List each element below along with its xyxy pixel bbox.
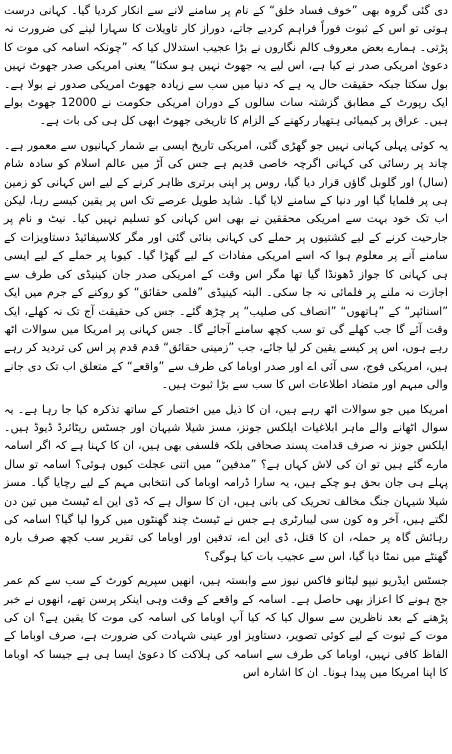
paragraph-3: امریکا میں جو سوالات اٹھ رہے ہیں، ان کا ذیل میں اختصار کے ساتھ تذکرہ کیا جا رہا ہے۔ یہ سوال اٹھانے والے ماہر ابلاغیات ایلکس جونز، مسز شیلا شیہان اور جسٹس ریٹائرڈ ڈیوڈ ہیں۔ ایلکس جونز نہ صرف قدامت پسند صحافی بلکہ فلسفی بھی ہیں، ان کا کہنا ہے کہ اگر اسامہ مارے گئے ہیں تو ان کی لاش کہاں ہے؟ ”مدفین“ میں اتنی عجلت کیوں ہوئی؟ اسامہ تو سال پہلے ہی جان بحق ہو چکے ہیں، یہ سارا ڈرامہ اوباما کی انتخابی مہم کے لیے رچایا گیا۔ مسز شیلا شیہان جنگ مخالف تحریک کی بانی ہیں، ان کا سوال ہے کہ ڈی این اے ٹیسٹ میں تین دن لگتے ہیں، آخر وہ کون سی لیبارٹری ہے جس نے ٹیسٹ چند گھنٹوں میں کروا لیا گیا؟ اسامہ کی رہائش گاہ پر حملہ، ان کا قتل، ڈی این اے، تدفین اور اوباما کی تقریر سب کچھ صرف بارہ گھنٹے میں نمٹا دیا گیا، اس سے عجیب بات کیا ہوگی؟: [4, 402, 448, 563]
paragraph-2: یہ کوئی پہلی کہانی نہیں جو گھڑی گئی، امریکی تاریخ ایسی بے شمار کہانیوں سے معمور ہے۔ چاند پر رسائی کی کہانی اگرچہ خاصی قدیم ہے جس کی آڑ میں عالم اسلام کو سادہ شام (سال) اور گلوبل گاؤں قرار دیا گیا، روس پر اپنی برتری ظاہر کرنے کے لیے اس کہانی کو زمین ہی پر فلمایا گیا اور دنیا کے سامنے لایا گیا۔ شاید طویل عرصے تک اس پر یقین کیسے رہا، لیکن اب تک خود بہت سے امریکی محققین نے بھی اس کہانی کو تسلیم نہیں کیا۔ نیٹ و نام پر جارحیت کرنے کے لیے کشتیوں پر حملے کی کہانی بنائی گئی اور مگر کلاسیفائیڈ دستاویزات کے سامنے آنے پر معلوم ہوا کہ اسے امریکی مفادات کے لیے گھڑا گیا۔ کیوبا پر حملے کے لیے ایسی ہی کہانی کا جواز ڈھونڈا گیا تھا مگر اس وقت کے امریکی صدر جان کینیڈی کی طرف سے اجازت نہ ملنے پر فلمائی نہ جا سکی۔ البتہ کینیڈی ”فلمی حقائق“ کو روکنے کے جرم میں ایک ”اسنائپر“ کے ”ہاتھوں“ ”انصاف کی صلیب“ پر چڑھ گئے۔ جس کی حقیقت آج تک نہ کھلے، ایک وقت آئے گا جب کھلے گی تو سب کچھ سامنے آجائے گا۔ جس کہانی پر امریکا میں سوالات اٹھ رہے ہوں، اس پر کیسے یقین کر لیا جائے، جب ”زمینی حقائق“ قدم قدم پر اس کی تردید کر رہے ہیں، امریکی فوج، سی آئی اے اور صدر اوباما کی طرف سے ”واقعے“ کے متعلق اب تک دی جانے والی مبہم اور متضاد اطلاعات اس کا سب سے بڑا ثبوت ہیں۔: [4, 138, 448, 392]
paragraph-1: دی گئی گروہ بھی ”خوف فساد خلق“ کے نام پر سامنے لانے سے انکار کردیا گیا۔ کہانی درست ہوتی تو اس کے ثبوت فوراً فراہم کردیے جاتے، دوراز کار تاویلات کا سہارا لینے کی ضرورت نہ پڑتی۔ ہمارے بعض معروف کالم نگاروں نے بڑا عجیب استدلال کیا کہ ”چونکہ اسامہ کی موت کا دعویٰ امریکی صدر نے کیا ہے، اس لیے یہ جھوٹ نہیں ہو سکتا“ یعنی امریکی صدر جھوٹ نہیں بول سکتا جبکہ حقیقت حال یہ ہے کہ دنیا میں سب سے زیادہ جھوٹ امریکی صدور نے بولا ہے۔ ایک رپورٹ کے مطابق گزشتہ سات سالوں کے دوران امریکی حکومت نے 12000 جھوٹ بولے ہیں۔ عراق پر کیمیائی ہتھیار رکھنے کے الزام کا تاریخی جھوٹ ابھی کل ہی کی بات ہے۔: [4, 4, 448, 128]
paragraph-4: جسٹس ایڈریو نیپو لیٹانو فاکس نیوز سے وابستہ ہیں، انھیں سپریم کورٹ کے سب سے کم عمر جج ہونے کا اعزاز بھی حاصل ہے۔ اسامہ کے واقعے کے وقت وہی اینکر پرسن تھے، انھوں نے خبر پڑھنے کے بعد ناظرین سے سوال کیا کہ کیا آپ اوباما کی اسامہ کی موت کا یقین ہے؟ ان کی موت کے ثبوت کے لیے کوئی تصویر، دستاویز اور عینی شہادت کی ضرورت ہے، صرف اوباما کے الفاظ کافی نہیں، اوباما کی طرف سے اسامہ کی ہلاکت کا دعویٰ ایسا ہی ہے جیسا کہ اوباما کا اپنا امریکا میں پیدا ہونا۔ ان کا اشارہ اس: [4, 574, 448, 680]
